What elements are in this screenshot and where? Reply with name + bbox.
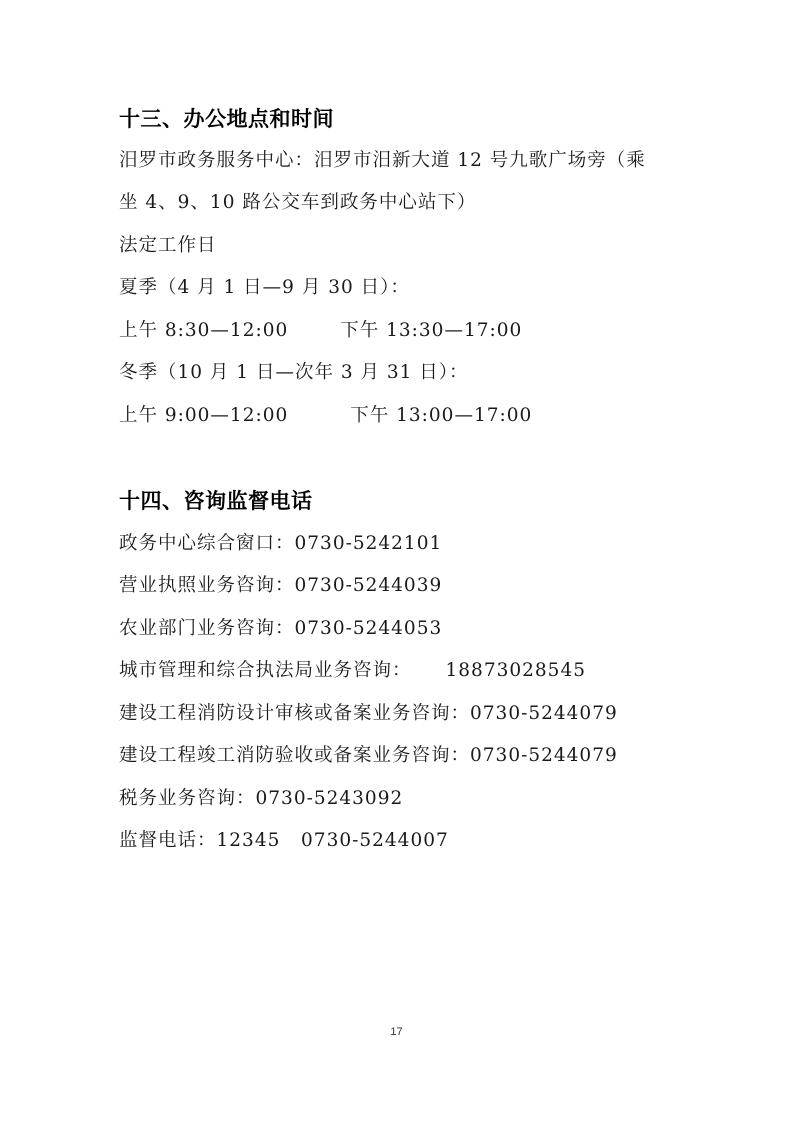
contact-phone: 0730-5244079 (470, 703, 618, 724)
contact-phone: 0730-5244039 (294, 575, 443, 596)
contact-phone: 0730-5242101 (294, 533, 443, 554)
contact-line (119, 617, 442, 641)
contact-phone: 0730-5244053 (294, 618, 443, 639)
contact-phone: 0730-5243092 (255, 788, 404, 809)
summer-afternoon-hours: 下午 13:30—17:00 (340, 320, 523, 341)
contact-line (119, 787, 403, 811)
contact-label: 政务中心综合窗口： (119, 533, 295, 554)
contact-line (119, 659, 586, 683)
section-13-heading: 十三、办公地点和时间 (119, 107, 334, 131)
section-14-heading: 十四、咨询监督电话 (119, 489, 313, 513)
winter-afternoon-hours: 下午 13:00—17:00 (350, 405, 533, 426)
contact-line (119, 829, 449, 853)
contact-label: 建设工程消防设计审核或备案业务咨询： (119, 703, 471, 724)
contact-label: 营业执照业务咨询： (119, 575, 295, 596)
winter-morning-hours: 上午 9:00—12:00 (119, 405, 289, 426)
address-line-2: 坐 4、9、10 路公交车到政务中心站下） (119, 192, 477, 213)
contact-label: 税务业务咨询： (119, 788, 256, 809)
contact-label: 农业部门业务咨询： (119, 618, 295, 639)
contact-label: 监督电话： (119, 830, 217, 851)
contact-line (119, 532, 442, 556)
summer-label: 夏季（4 月 1 日—9 月 30 日）： (119, 277, 410, 298)
contact-phone: 0730-5244079 (470, 745, 618, 766)
contact-phone: 12345 (216, 830, 281, 851)
contact-line (119, 744, 618, 768)
contact-line (119, 574, 442, 598)
contact-label: 建设工程竣工消防验收或备案业务咨询： (119, 745, 471, 766)
contact-phone-secondary: 0730-5244007 (301, 830, 449, 851)
workday-label: 法定工作日 (119, 235, 217, 256)
summer-morning-hours: 上午 8:30—12:00 (119, 320, 289, 341)
contact-label: 城市管理和综合执法局业务咨询： (119, 660, 412, 681)
winter-label: 冬季（10 月 1 日—次年 3 月 31 日）： (119, 362, 469, 383)
contact-phone: 18873028545 (445, 660, 586, 681)
summer-hours (119, 319, 522, 343)
contact-line (119, 702, 618, 726)
page-number: 17 (390, 1026, 403, 1038)
winter-hours (119, 404, 532, 428)
address-line-1: 汨罗市政务服务中心：汨罗市汨新大道 12 号九歌广场旁（乘 (119, 150, 646, 171)
